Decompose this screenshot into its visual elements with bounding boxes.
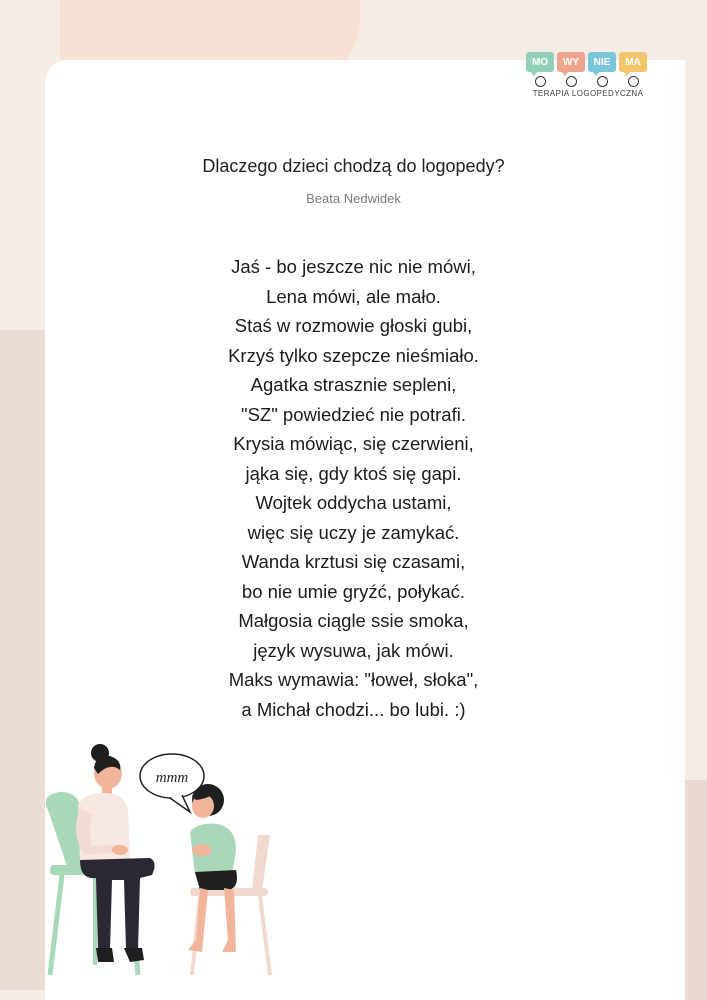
- poem-line: Jaś - bo jeszcze nic nie mówi,: [231, 256, 476, 277]
- poem-line: Krysia mówiąc, się czerwieni,: [233, 433, 474, 454]
- logo-subtitle: TERAPIA LOGOPEDYCZNA: [532, 89, 644, 98]
- poem-line: jąka się, gdy ktoś się gapi.: [245, 462, 462, 484]
- poem-line: Maks wymawia: "łoweł, słoka",: [228, 669, 479, 690]
- logo-box-ma: MA: [619, 52, 647, 72]
- poem-line: Staś w rozmowie głoski gubi,: [234, 315, 473, 336]
- face-icon: [566, 76, 577, 87]
- poem-line: "SZ" powiedzieć nie potrafi.: [241, 403, 466, 425]
- logo-letters: [526, 52, 650, 72]
- poem-line: Agatka strasznie sepleni,: [250, 374, 457, 395]
- speech-bubble-text: mmm: [155, 770, 189, 786]
- poem-line: Lena mówi, ale mało.: [266, 285, 441, 307]
- poem-line: Wanda krztusi się czasami,: [241, 551, 466, 572]
- logo-box-mo: MO: [526, 52, 554, 72]
- face-icon: [628, 76, 639, 87]
- logo-faces: [526, 76, 650, 87]
- poem-line: Krzyś tylko szepcze nieśmiało.: [228, 344, 479, 366]
- logo-box-wy: WY: [557, 52, 585, 72]
- logo-box-nie: NIE: [588, 52, 616, 72]
- poem-line: bo nie umie gryźć, połykać.: [241, 580, 466, 602]
- face-icon: [597, 76, 608, 87]
- poem-line: Małgosia ciągle ssie smoka,: [238, 610, 469, 631]
- poem-line: więc się uczy je zamykać.: [247, 521, 460, 543]
- poem-body: [0, 252, 707, 724]
- poem-line: język wysuwa, jak mówi.: [253, 639, 454, 661]
- poem-line: a Michał chodzi... bo lubi. :): [241, 698, 466, 720]
- face-icon: [535, 76, 546, 87]
- logo: [526, 52, 650, 108]
- poem-title: Dlaczego dzieci chodzą do logopedy?: [202, 156, 505, 176]
- poem-author: Beata Nedwidek: [306, 191, 401, 206]
- therapy-illustration: [40, 740, 290, 990]
- poem-line: Wojtek oddycha ustami,: [255, 492, 452, 513]
